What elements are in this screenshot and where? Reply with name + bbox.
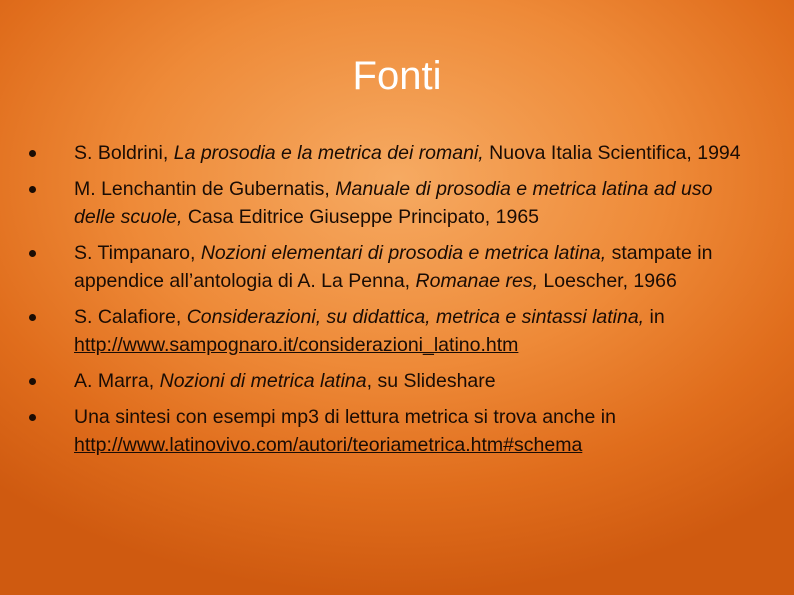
slide-title: Fonti: [352, 54, 442, 98]
reference-item: [0, 139, 794, 167]
reference-item: [0, 403, 794, 459]
reference-text: M. Lenchantin de Gubernatis,: [74, 178, 336, 200]
reference-item: [0, 367, 794, 395]
bullet-icon: [29, 314, 36, 321]
reference-work-title: Considerazioni, su didattica, metrica e sintassi latina,: [186, 306, 645, 328]
bullet-icon: [29, 250, 36, 257]
reference-list: [0, 139, 794, 467]
reference-text: S. Calafiore,: [74, 306, 187, 328]
reference-text: Una sintesi con esempi mp3 di lettura metrica si trova anche in: [74, 406, 616, 428]
reference-text: , su Slideshare: [366, 370, 496, 392]
reference-text: S. Timpanaro,: [74, 242, 201, 264]
reference-text: S. Boldrini,: [74, 142, 174, 164]
bullet-icon: [29, 414, 36, 421]
reference-item: [0, 175, 794, 231]
reference-work-title: Nozioni di metrica latina: [159, 370, 367, 392]
reference-link[interactable]: http://www.sampognaro.it/considerazioni_latino.htm: [74, 334, 519, 356]
bullet-icon: [29, 150, 36, 157]
reference-link[interactable]: http://www.latinovivo.com/autori/teoriametrica.htm#schema: [74, 434, 583, 456]
reference-work-title: Manuale di prosodia e metrica latina ad uso delle scuole,: [74, 178, 713, 228]
bullet-icon: [29, 186, 36, 193]
reference-work-title: Nozioni elementari di prosodia e metrica latina,: [200, 242, 607, 264]
bullet-icon: [29, 378, 36, 385]
reference-text: stampate in appendice all’antologia di A. La Penna,: [74, 242, 713, 292]
reference-item: [0, 239, 794, 295]
reference-work-title: Romanae res,: [415, 270, 539, 292]
reference-text: A. Marra,: [74, 370, 160, 392]
reference-work-title: La prosodia e la metrica dei romani,: [173, 142, 484, 164]
reference-item: [0, 303, 794, 359]
reference-text: Casa Editrice Giuseppe Principato, 1965: [182, 206, 540, 228]
reference-text: in: [644, 306, 665, 328]
reference-text: Nuova Italia Scientifica, 1994: [483, 142, 741, 164]
reference-text: Loescher, 1966: [538, 270, 677, 292]
